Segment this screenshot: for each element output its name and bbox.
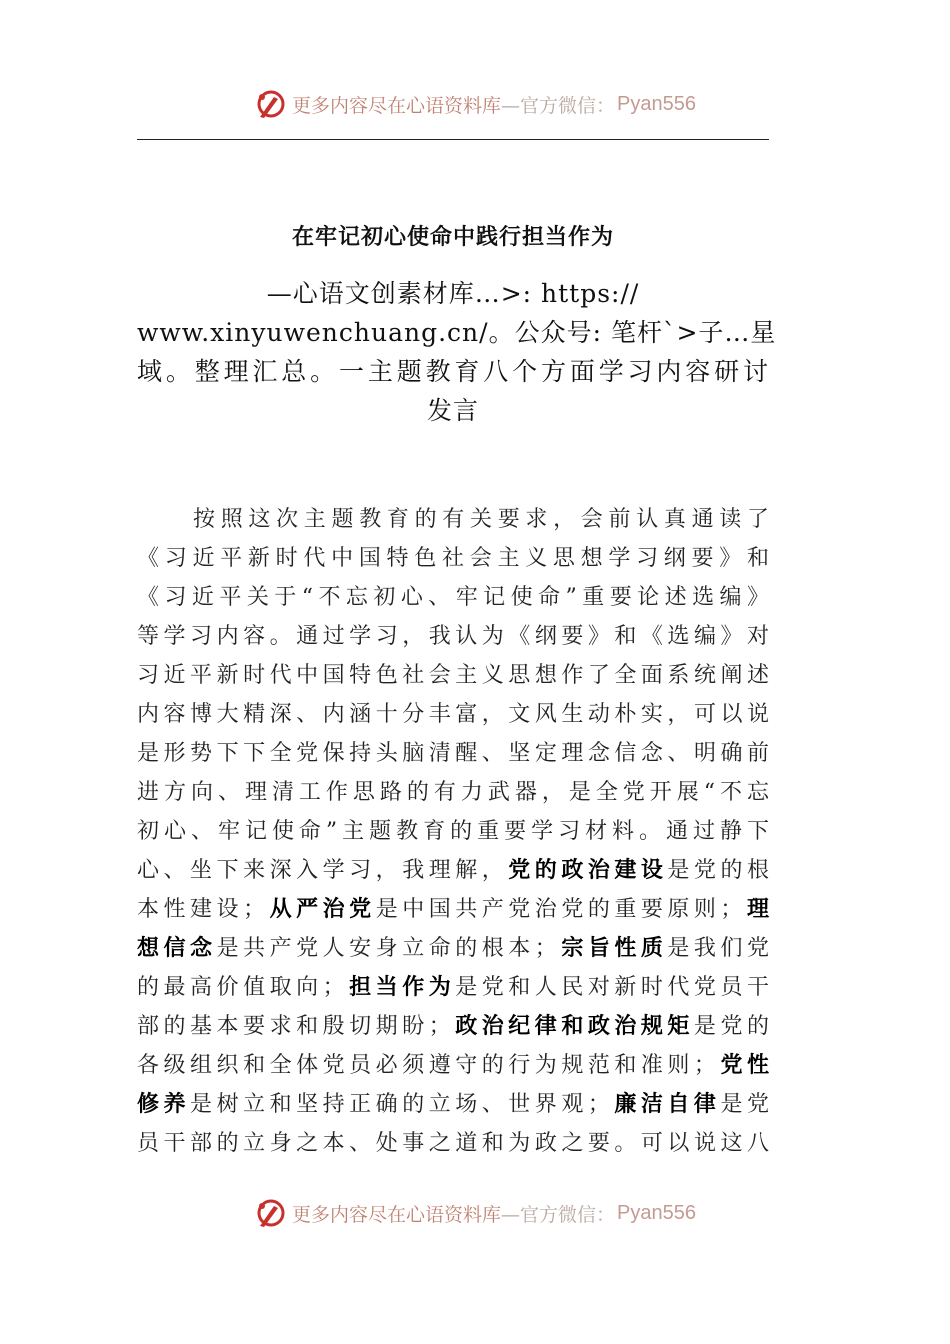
subtitle-line: —心语文创素材库…>: https:// — [266, 279, 640, 308]
bold-keyword: 党的政治建设 — [508, 858, 668, 883]
body-text-segment: 进方向、理清工作思路的有力武器，是全党开展“不忘 — [137, 780, 769, 805]
body-text-segment: 本性建设； — [137, 897, 266, 922]
banner-wechat-id: Pyan556 — [617, 92, 696, 115]
subtitle-line: www.xinyuwenchuang.cn/。公众号: 笔杆`>子…星 — [137, 318, 777, 347]
body-text-segment: 是党的 — [693, 1014, 769, 1039]
body-text-segment: 是党和人民对新时代党员干 — [455, 975, 769, 1000]
body-line — [137, 968, 769, 1007]
banner-main-text: 更多内容尽在心语资料库 — [292, 94, 502, 117]
header-divider — [137, 139, 769, 140]
body-text-segment: 的最高价值取向； — [137, 975, 345, 1000]
banner-sub-text: —官方微信： — [501, 94, 616, 117]
body-line — [137, 695, 769, 734]
body-line — [137, 734, 769, 773]
footer-watermark-banner — [0, 1193, 950, 1233]
body-line — [137, 773, 769, 812]
body-line — [137, 656, 769, 695]
body-line — [137, 617, 769, 656]
body-text-segment: 心、坐下来深入学习，我理解， — [137, 858, 509, 883]
bold-keyword: 政治纪律和政治规矩 — [450, 1014, 694, 1039]
header-watermark-banner — [0, 84, 950, 124]
subtitle-line: 域。整理汇总。一主题教育八个方面学习内容研讨 — [137, 357, 769, 386]
body-text-segment: 部的基本要求和殷切期盼； — [137, 1014, 451, 1039]
body-text-segment: 等学习内容。通过学习，我认为《纲要》和《选编》对 — [137, 624, 769, 649]
banner-wechat-id: Pyan556 — [617, 1201, 696, 1224]
body-text-segment: 《习近平新时代中国特色社会主义思想学习纲要》和 — [137, 546, 769, 571]
body-text-segment: 《习近平关于“不忘初心、牢记使命”重要论述选编》 — [137, 585, 769, 610]
subtitle-line: 发言 — [426, 396, 479, 425]
body-line — [137, 1124, 769, 1163]
body-line — [137, 890, 769, 929]
bold-keyword: 担当作为 — [344, 975, 456, 1000]
body-line — [137, 578, 769, 617]
body-paragraph — [137, 500, 769, 1163]
body-line — [137, 1007, 769, 1046]
pen-logo-icon — [254, 1196, 288, 1230]
body-line — [137, 851, 769, 890]
body-text-segment: 是树立和坚持正确的立场、世界观； — [190, 1092, 610, 1117]
body-line — [137, 539, 769, 578]
body-line — [137, 929, 769, 968]
body-text-segment: 是党 — [720, 1092, 769, 1117]
banner-main-text: 更多内容尽在心语资料库 — [292, 1203, 502, 1226]
body-text-segment: 是党的根 — [667, 858, 769, 883]
document-title: 在牢记初心使命中践行担当作为 — [291, 225, 614, 250]
body-line — [137, 1046, 769, 1085]
bold-keyword: 修养 — [137, 1092, 191, 1117]
body-text-segment: 内容博大精深、内涵十分丰富，文风生动朴实，可以说 — [137, 702, 769, 727]
body-text-segment: 各级组织和全体党员必须遵守的行为规范和准则； — [137, 1053, 716, 1078]
body-text-segment: 是共产党人安身立命的根本； — [216, 936, 557, 961]
body-text-segment: 是我们党 — [667, 936, 769, 961]
bold-keyword: 廉洁自律 — [609, 1092, 721, 1117]
body-text-segment: 是中国共产党治党的重要原则； — [375, 897, 743, 922]
body-line — [137, 500, 769, 539]
pen-logo-icon — [254, 87, 288, 121]
body-text-segment: 按照这次主题教育的有关要求，会前认真通读了 — [193, 507, 769, 532]
body-text-segment: 员干部的立身之本、处事之道和为政之要。可以说这八 — [137, 1131, 769, 1156]
body-text-segment: 习近平新时代中国特色社会主义思想作了全面系统阐述 — [137, 663, 769, 688]
bold-keyword: 党性 — [715, 1053, 769, 1078]
bold-keyword: 想信念 — [137, 936, 217, 961]
body-text-segment: 是形势下下全党保持头脑清醒、坚定理念信念、明确前 — [137, 741, 769, 766]
bold-keyword: 从严治党 — [265, 897, 376, 922]
body-line — [137, 1085, 769, 1124]
document-subtitle — [137, 274, 777, 430]
banner-sub-text: —官方微信： — [501, 1203, 616, 1226]
body-text-segment: 初心、牢记使命”主题教育的重要学习材料。通过静下 — [137, 819, 769, 844]
body-line — [137, 812, 769, 851]
bold-keyword: 理 — [742, 897, 769, 922]
bold-keyword: 宗旨性质 — [556, 936, 668, 961]
